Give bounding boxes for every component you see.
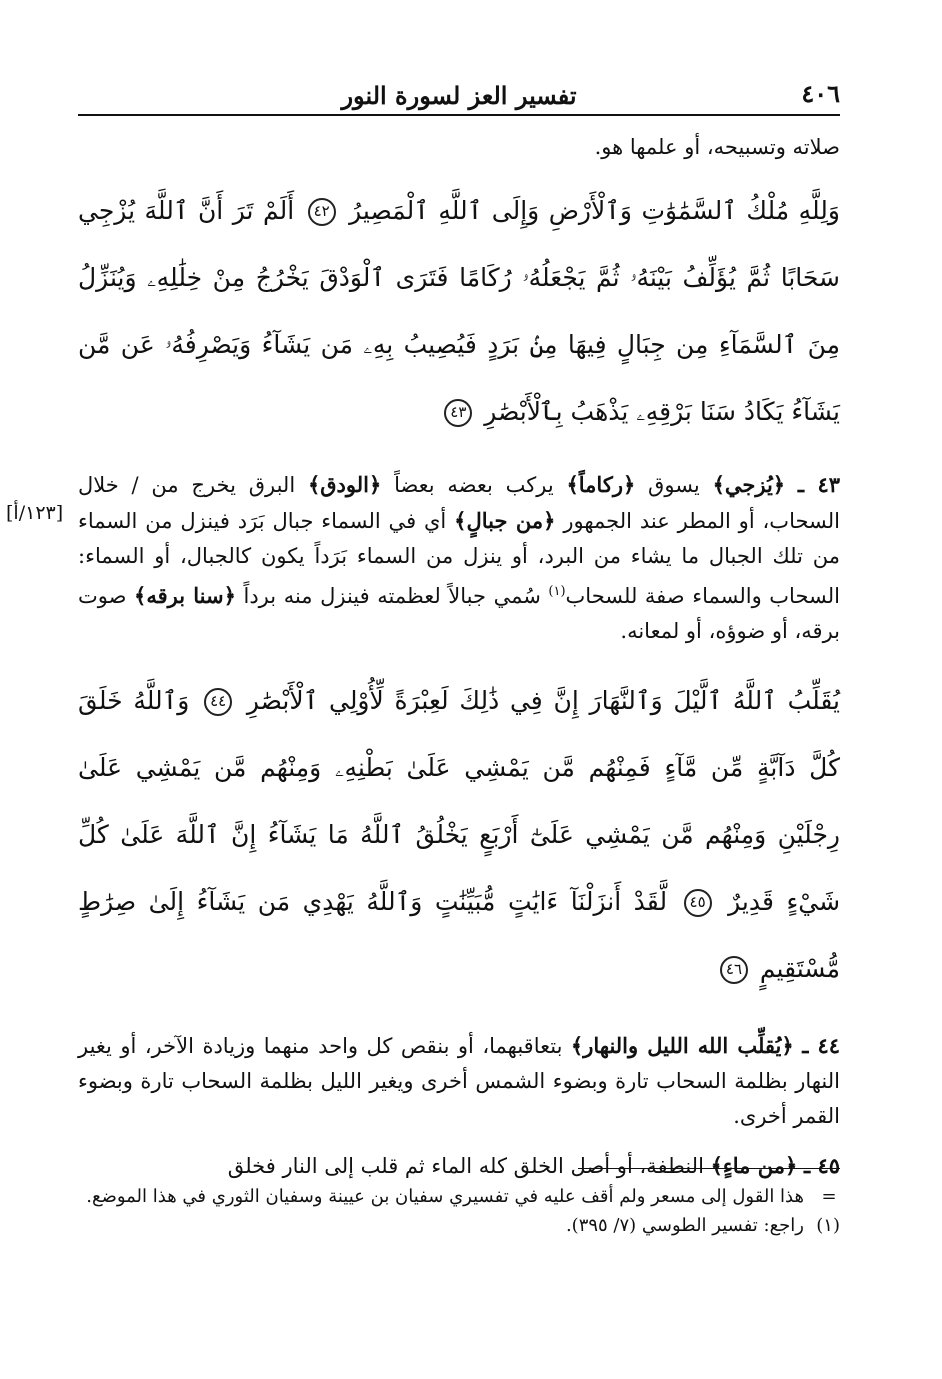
footnote-divider bbox=[578, 1168, 840, 1169]
quoted-word: ﴿الودق﴾ bbox=[307, 472, 382, 497]
quoted-word: ﴿من جبالٍ﴾ bbox=[454, 508, 556, 533]
commentary-45-text bbox=[78, 1148, 840, 1184]
verse-43-text: أَلَمْ تَرَ أَنَّ ٱللَّهَ يُزْجِي سَحَابًا ثُمَّ يُؤَلِّفُ بَيْنَهُۥ ثُمَّ يَجْعَلُهُۥ رُكَامًا فَتَرَى ٱلْوَدْقَ يَخْرُجُ مِنْ خِلَٰلِهِۦ وَيُنَزِّلُ مِنَ ٱلسَّمَآءِ مِن جِبَالٍ فِيهَا مِنۢ بَرَدٍ فَيُصِيبُ بِهِۦ مَن يَشَآءُ وَيَصْرِفُهُۥ عَن مَّن يَشَآءُ يَكَادُ سَنَا بَرْقِهِۦ يَذْهَبُ بِٱلْأَبْصَٰرِ bbox=[78, 196, 840, 426]
commentary-text: النطفة، أو أصل الخلق كله الماء ثم قلب إلى النار فخلق bbox=[227, 1154, 704, 1178]
footnote-marker: (١) bbox=[816, 1215, 840, 1236]
footnote-1 bbox=[78, 1211, 840, 1240]
quoted-word: ﴿يُزجي﴾ bbox=[712, 472, 786, 497]
commentary-number: ٤٣ ـ bbox=[797, 472, 840, 497]
quoted-word: ﴿من ماءٍ﴾ bbox=[710, 1153, 798, 1178]
manuscript-folio-ref: [١٢٣/أ] bbox=[6, 502, 64, 524]
commentary-text: بتعاقبهما، أو بنقص كل واحد منهما وزيادة الآخر، أو يغير النهار بظلمة السحاب تارة وبضوء الشمس أخرى ويغير الليل بظلمة السحاب تارة وبضوء القمر أخرى. bbox=[78, 1034, 840, 1128]
footnotes bbox=[78, 1182, 840, 1240]
commentary-43 bbox=[6, 467, 840, 649]
page-header bbox=[78, 70, 840, 116]
footnote-reference[interactable]: (١) bbox=[548, 584, 566, 599]
footnote-marker: = bbox=[821, 1186, 837, 1207]
quran-verses-44-46 bbox=[78, 667, 840, 1002]
quran-verses-42-43 bbox=[78, 177, 840, 445]
ayah-number-marker: ٤٥ bbox=[684, 889, 712, 917]
footnote-text: هذا القول إلى مسعر ولم أقف عليه في تفسيري سفيان بن عيينة وسفيان الثوري في هذا الموضع. bbox=[86, 1186, 804, 1207]
ayah-number-marker: ٤٦ bbox=[720, 956, 748, 984]
commentary-44-text bbox=[78, 1028, 840, 1134]
running-title: تفسير العز لسورة النور bbox=[341, 81, 577, 110]
paragraph-continuation: صلاته وتسبيحه، أو علمها هو. bbox=[594, 135, 840, 159]
commentary-text: يركب بعضه بعضاً bbox=[394, 473, 554, 497]
commentary-text: أي في السماء جبال بَرَد فينزل من السماء من تلك الجبال ما يشاء من البرد، أو ينزل من السماء بَرَداً يكون كالجبال، أو السماء: السحاب والسماء صفة للسحاب bbox=[78, 509, 840, 608]
commentary-text: صوت برقه، أو ضوؤه، أو لمعانه. bbox=[78, 584, 840, 643]
commentary-text: البرق يخرج من / خلال السحاب، أو المطر عند الجمهور bbox=[78, 473, 840, 533]
quoted-word: ﴿ركاماً﴾ bbox=[566, 472, 636, 497]
page bbox=[6, 70, 841, 1360]
quoted-word: ﴿سنا برقه﴾ bbox=[134, 583, 236, 608]
verse-44-text: يُقَلِّبُ ٱللَّهُ ٱلَّيْلَ وَٱلنَّهَارَ إِنَّ فِي ذَٰلِكَ لَعِبْرَةً لِّأُوْلِي ٱلْأَبْصَٰرِ bbox=[246, 686, 841, 715]
verse-42-text: وَلِلَّهِ مُلْكُ ٱلسَّمَٰوَٰتِ وَٱلْأَرْضِ وَإِلَى ٱللَّهِ ٱلْمَصِيرُ bbox=[349, 196, 840, 225]
commentary-43-text bbox=[78, 467, 840, 649]
quoted-word: ﴿يُقلِّب الله الليل والنهار﴾ bbox=[570, 1033, 794, 1058]
verse-46-text: لَّقَدْ أَنزَلْنَآ ءَايَٰتٍ مُّبَيِّنَٰتٍ وَٱللَّهُ يَهْدِي مَن يَشَآءُ إِلَىٰ صِرَٰطٍ مُّسْتَقِيمٍ bbox=[78, 887, 840, 983]
verse-45-text: وَٱللَّهُ خَلَقَ كُلَّ دَآبَّةٍ مِّن مَّآءٍ فَمِنْهُم مَّن يَمْشِي عَلَىٰ بَطْنِهِۦ وَمِنْهُم مَّن يَمْشِي عَلَىٰ رِجْلَيْنِ وَمِنْهُم مَّن يَمْشِي عَلَىٰٓ أَرْبَعٍ يَخْلُقُ ٱللَّهُ مَا يَشَآءُ إِنَّ ٱللَّهَ عَلَىٰ كُلِّ شَيْءٍ قَدِيرٌ bbox=[78, 686, 841, 916]
commentary-number: ٤٤ ـ bbox=[802, 1033, 841, 1058]
commentary-text: سُمي جبالاً لعظمته فينزل منه برداً bbox=[243, 584, 541, 608]
commentary-number: ٤٥ ـ bbox=[803, 1153, 840, 1178]
footnote-text: راجع: تفسير الطوسي (٧/ ٣٩٥). bbox=[565, 1215, 804, 1236]
commentary-text: يسوق bbox=[648, 473, 700, 497]
ayah-number-marker: ٤٣ bbox=[444, 399, 472, 427]
footnote-continuation bbox=[78, 1182, 840, 1211]
page-number: ٤٠٦ bbox=[801, 79, 840, 108]
ayah-number-marker: ٤٤ bbox=[204, 688, 232, 716]
ayah-number-marker: ٤٢ bbox=[308, 198, 336, 226]
